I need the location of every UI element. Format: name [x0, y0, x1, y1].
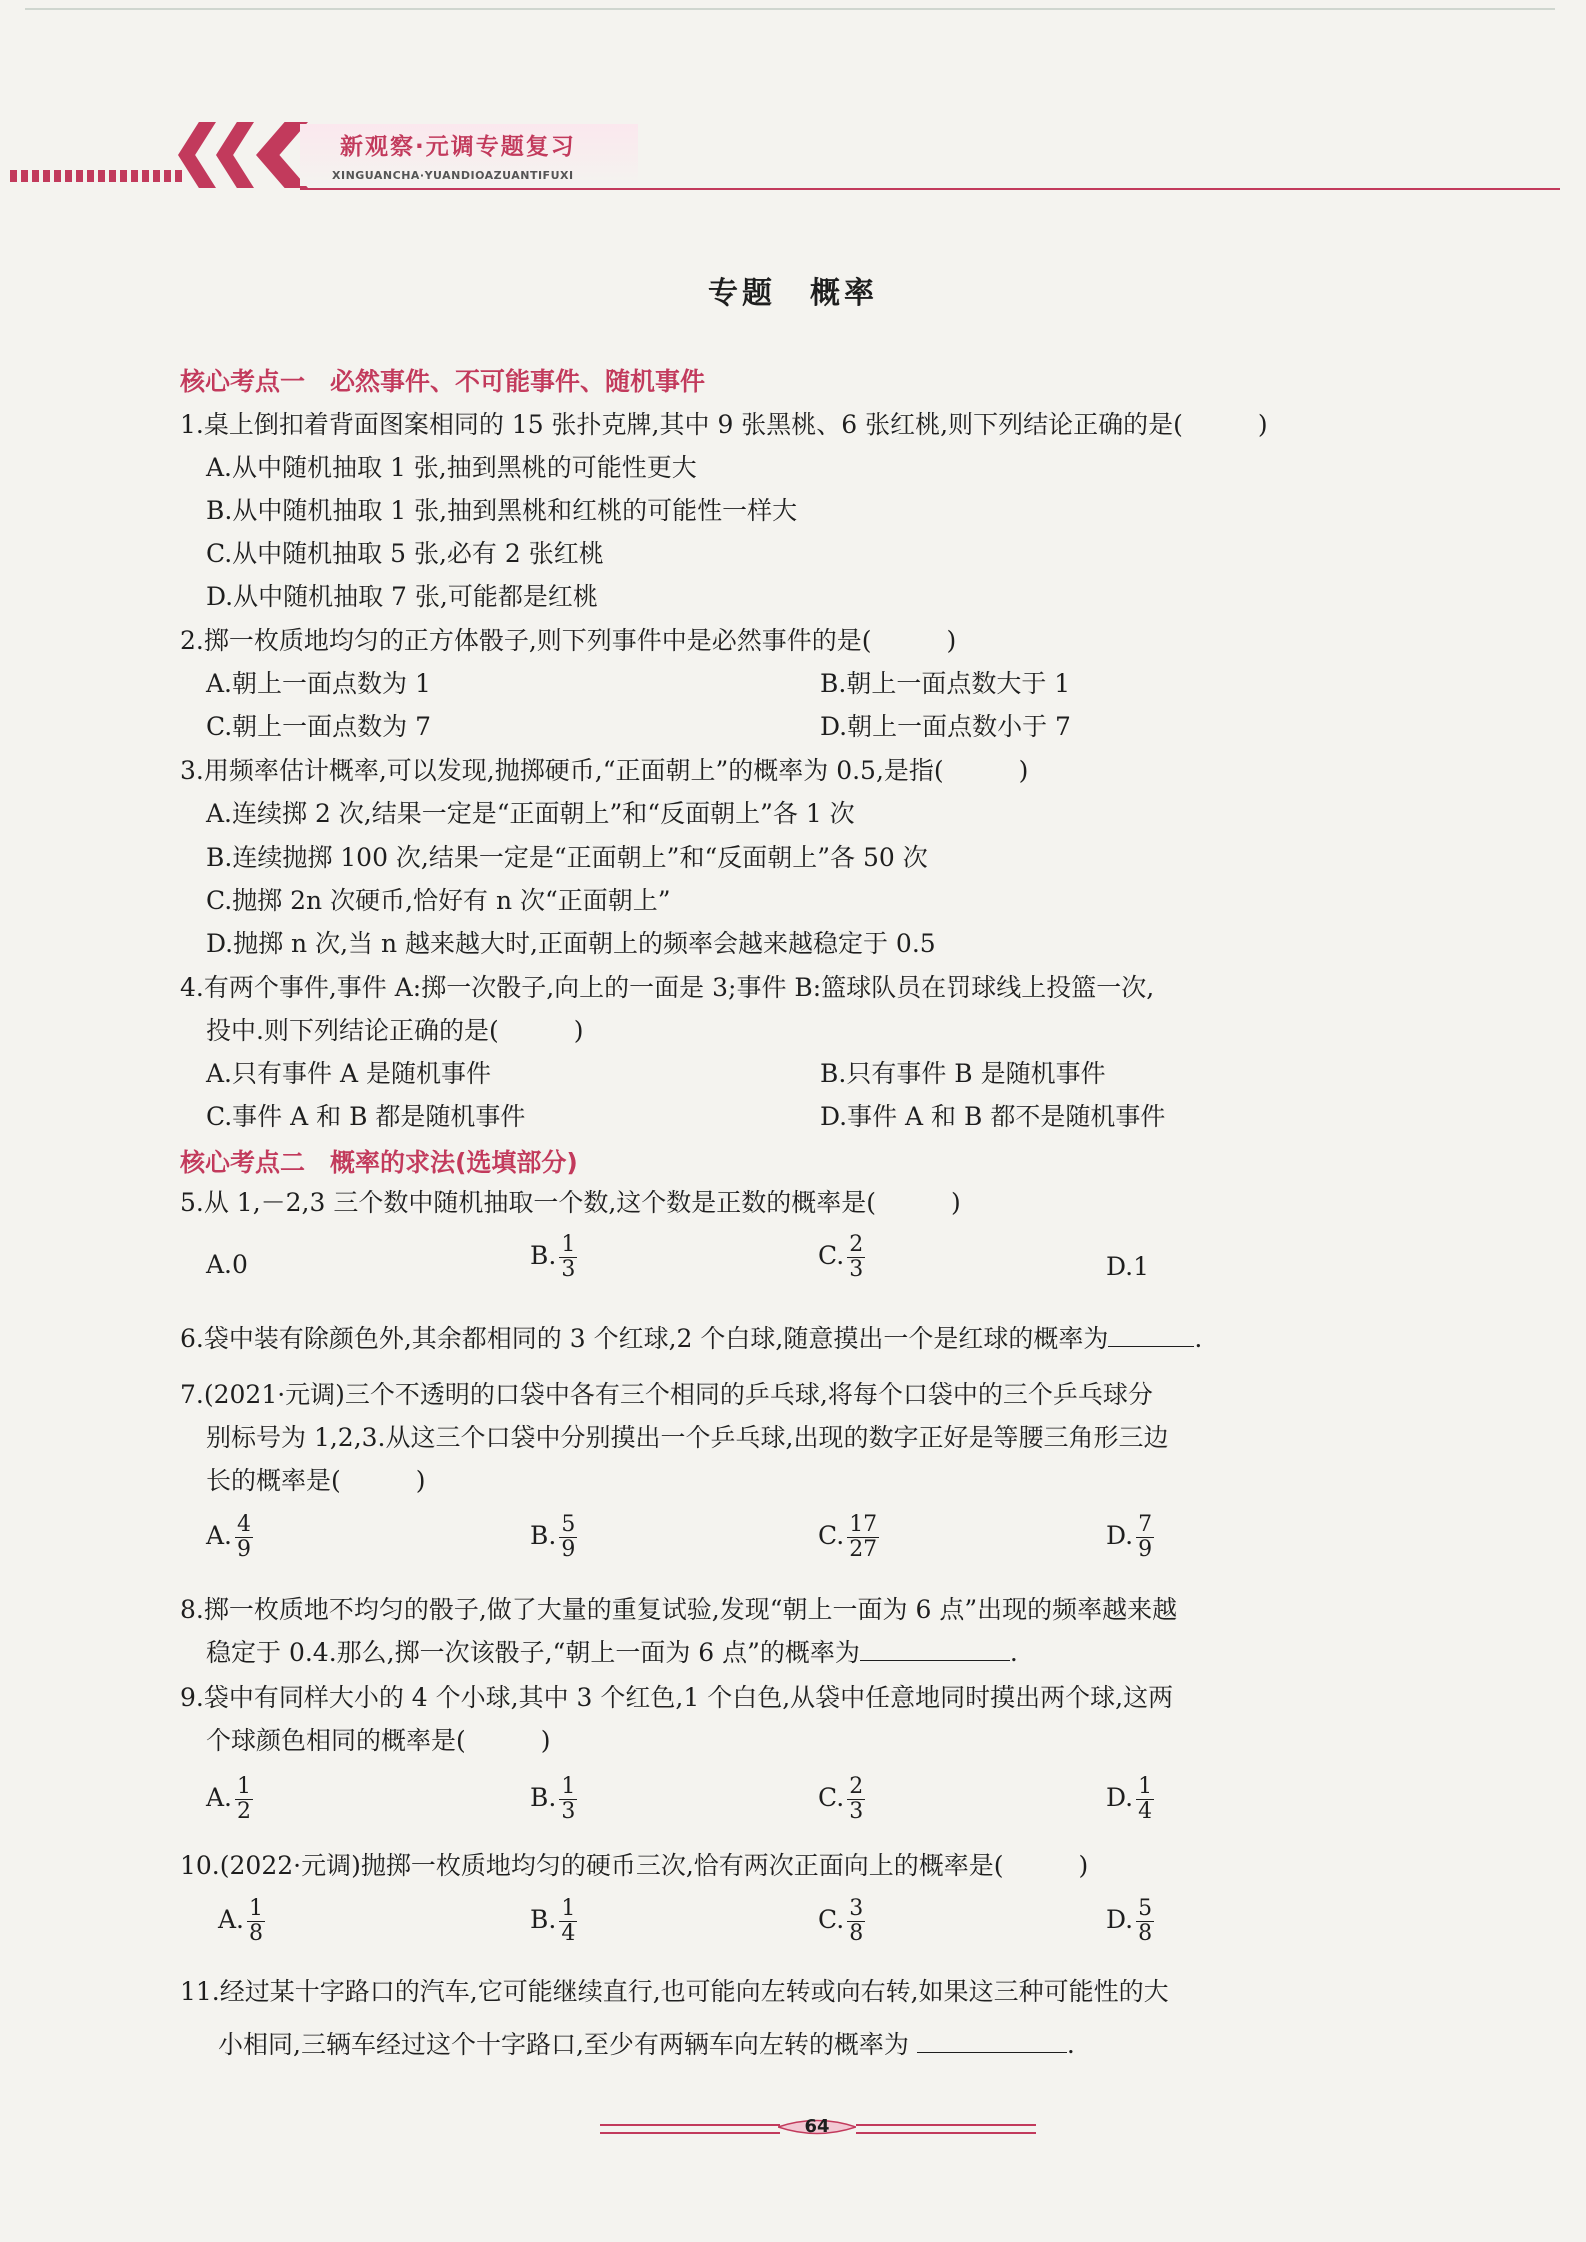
q4-stem-line1: 4.有两个事件,事件 A:掷一次骰子,向上的一面是 3;事件 B:篮球队员在罚球线上投篮一次, — [180, 973, 1155, 1002]
denominator: 4 — [1138, 1799, 1153, 1824]
numerator: 5 — [561, 1512, 576, 1537]
answer-blank[interactable] — [1108, 1324, 1194, 1347]
fraction — [1136, 1513, 1154, 1562]
numerator: 1 — [561, 1896, 576, 1921]
q1-option-b: B.从中随机抽取 1 张,抽到黑桃和红桃的可能性一样大 — [206, 496, 798, 525]
option-label: C. — [818, 1783, 845, 1812]
q7-option-d — [1106, 1513, 1154, 1562]
denominator: 9 — [237, 1537, 252, 1562]
option-label: D. — [1106, 1521, 1134, 1550]
q2-option-d: D.朝上一面点数小于 7 — [820, 712, 1071, 741]
denominator: 9 — [1138, 1537, 1153, 1562]
numerator: 4 — [237, 1512, 252, 1537]
series-title: 新观察·元调专题复习 — [340, 134, 576, 160]
fraction — [1136, 1897, 1154, 1946]
footer-rule-right — [856, 2124, 1036, 2134]
page-number: 64 — [804, 2116, 830, 2137]
numerator: 1 — [561, 1232, 576, 1257]
denominator: 9 — [561, 1537, 576, 1562]
option-label: B. — [530, 1783, 557, 1812]
numerator: 2 — [849, 1774, 864, 1799]
q6-stem — [180, 1324, 1202, 1354]
q4-option-b: B.只有事件 B 是随机事件 — [820, 1059, 1106, 1088]
q2-option-b: B.朝上一面点数大于 1 — [820, 669, 1071, 698]
q7-stem-line3: 长的概率是( ) — [206, 1466, 426, 1495]
q7-option-b — [530, 1513, 577, 1562]
banner-divider — [300, 188, 1560, 190]
answer-blank[interactable] — [860, 1638, 1010, 1661]
denominator: 3 — [849, 1799, 864, 1824]
denominator: 8 — [849, 1921, 864, 1946]
denominator: 8 — [1138, 1921, 1153, 1946]
numerator: 2 — [849, 1232, 864, 1257]
fraction — [235, 1513, 253, 1562]
q5-option-c — [818, 1233, 865, 1282]
q7-option-c — [818, 1513, 879, 1562]
q9-option-d — [1106, 1775, 1154, 1824]
denominator: 3 — [561, 1257, 576, 1282]
q1-option-d: D.从中随机抽取 7 张,可能都是红桃 — [206, 582, 598, 611]
q10-option-b — [530, 1897, 577, 1946]
q5-option-a: A.0 — [206, 1250, 248, 1279]
q7-stem-line1: 7.(2021·元调)三个不透明的口袋中各有三个相同的乒乓球,将每个口袋中的三个乒乓球分 — [180, 1380, 1153, 1409]
numerator: 5 — [1138, 1896, 1153, 1921]
top-border — [25, 8, 1555, 10]
fraction — [559, 1775, 577, 1824]
q5-stem: 5.从 1,－2,3 三个数中随机抽取一个数,这个数是正数的概率是( ) — [180, 1188, 961, 1217]
q3-stem: 3.用频率估计概率,可以发现,抛掷硬币,“正面朝上”的概率为 0.5,是指( ) — [180, 756, 1029, 785]
q11-stem-line1: 11.经过某十字路口的汽车,它可能继续直行,也可能向左转或向右转,如果这三种可能性的大 — [180, 1977, 1169, 2006]
fraction — [1136, 1775, 1154, 1824]
q10-option-a — [218, 1897, 265, 1946]
numerator: 1 — [249, 1896, 264, 1921]
q5-option-d: D.1 — [1106, 1252, 1150, 1281]
q2-stem: 2.掷一枚质地均匀的正方体骰子,则下列事件中是必然事件的是( ) — [180, 626, 957, 655]
fraction — [847, 1775, 865, 1824]
q4-option-c: C.事件 A 和 B 都是随机事件 — [206, 1102, 526, 1131]
q3-option-d: D.抛掷 n 次,当 n 越来越大时,正面朝上的频率会越来越稳定于 0.5 — [206, 929, 936, 958]
option-label: C. — [818, 1521, 845, 1550]
numerator: 3 — [849, 1896, 864, 1921]
q7-stem-line2: 别标号为 1,2,3.从这三个口袋中分别摸出一个乒乓球,出现的数字正好是等腰三角形三边 — [206, 1423, 1169, 1452]
q4-option-d: D.事件 A 和 B 都不是随机事件 — [820, 1102, 1166, 1131]
q9-option-c — [818, 1775, 865, 1824]
q8-stem-line2 — [206, 1638, 1018, 1668]
denominator: 27 — [849, 1537, 878, 1562]
chevron-icon — [216, 122, 254, 188]
q9-option-b — [530, 1775, 577, 1824]
q2-option-a: A.朝上一面点数为 1 — [206, 669, 431, 698]
option-label: B. — [530, 1521, 557, 1550]
option-label: B. — [530, 1241, 557, 1270]
q10-option-d — [1106, 1897, 1154, 1946]
numerator: 1 — [237, 1774, 252, 1799]
numerator: 1 — [1138, 1774, 1153, 1799]
q1-option-c: C.从中随机抽取 5 张,必有 2 张红桃 — [206, 539, 604, 568]
answer-blank[interactable] — [917, 2030, 1067, 2053]
fraction — [847, 1513, 879, 1562]
q5-option-b — [530, 1233, 577, 1282]
q6-text: 6.袋中装有除颜色外,其余都相同的 3 个红球,2 个白球,随意摸出一个是红球的概率为 — [180, 1324, 1109, 1353]
q4-option-a: A.只有事件 A 是随机事件 — [206, 1059, 491, 1088]
option-label: D. — [1106, 1905, 1134, 1934]
option-label: C. — [818, 1905, 845, 1934]
q4-stem-line2: 投中.则下列结论正确的是( ) — [206, 1016, 584, 1045]
numerator: 17 — [849, 1512, 878, 1537]
denominator: 3 — [849, 1257, 864, 1282]
q10-stem: 10.(2022·元调)抛掷一枚质地均匀的硬币三次,恰有两次正面向上的概率是( ) — [180, 1851, 1089, 1880]
q11-end: . — [1066, 2030, 1075, 2059]
q3-option-a: A.连续掷 2 次,结果一定是“正面朝上”和“反面朝上”各 1 次 — [206, 799, 855, 828]
q6-end: . — [1194, 1324, 1203, 1353]
q8-stem-line1: 8.掷一枚质地不均匀的骰子,做了大量的重复试验,发现“朝上一面为 6 点”出现的频率越来越 — [180, 1595, 1178, 1624]
option-label: A. — [206, 1783, 233, 1812]
option-label: D. — [1106, 1783, 1134, 1812]
option-label: B. — [530, 1905, 557, 1934]
page-title: 专题 概率 — [708, 276, 878, 311]
numerator: 7 — [1138, 1512, 1153, 1537]
series-pinyin: XINGUANCHA·YUANDIOAZUANTIFUXI — [332, 169, 574, 182]
q10-option-c — [818, 1897, 865, 1946]
q8-text: 稳定于 0.4.那么,掷一次该骰子,“朝上一面为 6 点”的概率为 — [206, 1638, 860, 1667]
option-label: A. — [206, 1521, 233, 1550]
q9-stem-line1: 9.袋中有同样大小的 4 个小球,其中 3 个红色,1 个白色,从袋中任意地同时摸出两个球,这两 — [180, 1683, 1174, 1712]
fraction — [247, 1897, 265, 1946]
fraction — [559, 1233, 577, 1282]
section-heading-1: 核心考点一 必然事件、不可能事件、随机事件 — [180, 367, 706, 396]
fraction — [235, 1775, 253, 1824]
numerator: 1 — [561, 1774, 576, 1799]
fraction — [559, 1897, 577, 1946]
q2-option-c: C.朝上一面点数为 7 — [206, 712, 432, 741]
fraction — [847, 1233, 865, 1282]
fraction — [559, 1513, 577, 1562]
fraction — [847, 1897, 865, 1946]
option-label: A. — [218, 1905, 245, 1934]
section-heading-2: 核心考点二 概率的求法(选填部分) — [180, 1148, 578, 1177]
denominator: 8 — [249, 1921, 264, 1946]
q1-stem: 1.桌上倒扣着背面图案相同的 15 张扑克牌,其中 9 张黑桃、6 张红桃,则下列结论正确的是( ) — [180, 410, 1268, 439]
q3-option-b: B.连续抛掷 100 次,结果一定是“正面朝上”和“反面朝上”各 50 次 — [206, 843, 928, 872]
q3-option-c: C.抛掷 2n 次硬币,恰好有 n 次“正面朝上” — [206, 886, 671, 915]
q1-option-a: A.从中随机抽取 1 张,抽到黑桃的可能性更大 — [206, 453, 697, 482]
option-label: C. — [818, 1241, 845, 1270]
q7-option-a — [206, 1513, 253, 1562]
denominator: 3 — [561, 1799, 576, 1824]
footer-rule-left — [600, 2124, 780, 2134]
banner-stripes — [10, 170, 185, 182]
q9-option-a — [206, 1775, 253, 1824]
denominator: 4 — [561, 1921, 576, 1946]
q8-end: . — [1009, 1638, 1018, 1667]
denominator: 2 — [237, 1799, 252, 1824]
q9-stem-line2: 个球颜色相同的概率是( ) — [206, 1726, 551, 1755]
q11-text: 小相同,三辆车经过这个十字路口,至少有两辆车向左转的概率为 — [218, 2030, 909, 2059]
q11-stem-line2 — [218, 2030, 1075, 2060]
